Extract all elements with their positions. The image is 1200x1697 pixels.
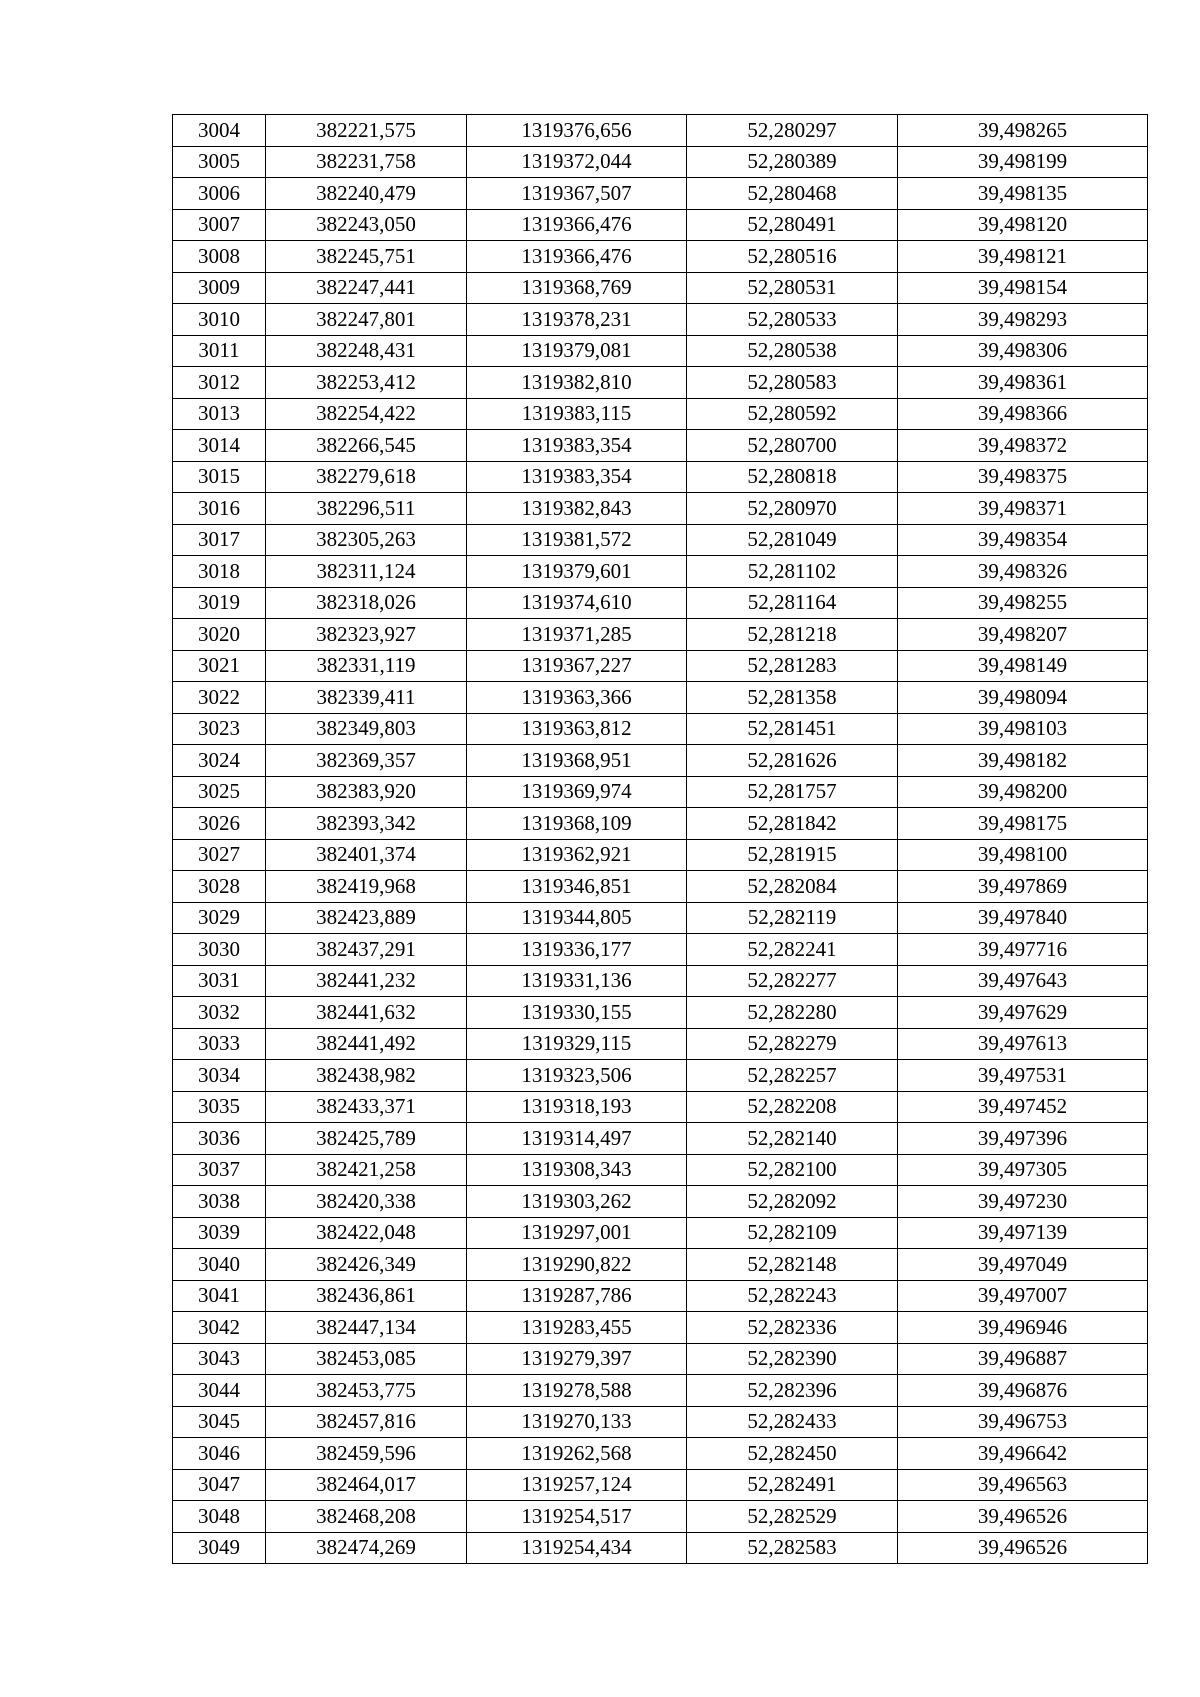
x-coordinate-cell: 382457,816 [266, 1406, 467, 1438]
y-coordinate-cell: 1319308,343 [467, 1154, 687, 1186]
x-coordinate-cell: 382401,374 [266, 839, 467, 871]
point-number-cell: 3032 [173, 997, 266, 1029]
y-coordinate-cell: 1319290,822 [467, 1249, 687, 1281]
y-coordinate-cell: 1319367,227 [467, 650, 687, 682]
y-coordinate-cell: 1319382,810 [467, 367, 687, 399]
table-row [173, 1249, 1148, 1281]
point-number-cell: 3026 [173, 808, 266, 840]
table-row [173, 241, 1148, 273]
x-coordinate-cell: 382441,632 [266, 997, 467, 1029]
point-number-cell: 3019 [173, 587, 266, 619]
longitude-cell: 39,498094 [898, 682, 1148, 714]
point-number-cell: 3025 [173, 776, 266, 808]
table-row [173, 367, 1148, 399]
latitude-cell: 52,282119 [687, 902, 898, 934]
table-row [173, 1060, 1148, 1092]
latitude-cell: 52,280818 [687, 461, 898, 493]
latitude-cell: 52,282257 [687, 1060, 898, 1092]
point-number-cell: 3009 [173, 272, 266, 304]
latitude-cell: 52,282336 [687, 1312, 898, 1344]
latitude-cell: 52,282277 [687, 965, 898, 997]
latitude-cell: 52,282243 [687, 1280, 898, 1312]
longitude-cell: 39,498121 [898, 241, 1148, 273]
table-row [173, 1186, 1148, 1218]
latitude-cell: 52,282148 [687, 1249, 898, 1281]
point-number-cell: 3035 [173, 1091, 266, 1123]
table-row [173, 461, 1148, 493]
x-coordinate-cell: 382243,050 [266, 209, 467, 241]
longitude-cell: 39,498354 [898, 524, 1148, 556]
table-row [173, 1406, 1148, 1438]
y-coordinate-cell: 1319330,155 [467, 997, 687, 1029]
x-coordinate-cell: 382474,269 [266, 1532, 467, 1564]
table-row [173, 209, 1148, 241]
point-number-cell: 3024 [173, 745, 266, 777]
x-coordinate-cell: 382369,357 [266, 745, 467, 777]
y-coordinate-cell: 1319270,133 [467, 1406, 687, 1438]
longitude-cell: 39,497305 [898, 1154, 1148, 1186]
x-coordinate-cell: 382339,411 [266, 682, 467, 714]
table-row [173, 335, 1148, 367]
latitude-cell: 52,280297 [687, 115, 898, 147]
table-row [173, 587, 1148, 619]
longitude-cell: 39,497230 [898, 1186, 1148, 1218]
table-row [173, 1280, 1148, 1312]
longitude-cell: 39,498182 [898, 745, 1148, 777]
point-number-cell: 3046 [173, 1438, 266, 1470]
table-row [173, 619, 1148, 651]
point-number-cell: 3041 [173, 1280, 266, 1312]
y-coordinate-cell: 1319376,656 [467, 115, 687, 147]
latitude-cell: 52,281218 [687, 619, 898, 651]
table-row [173, 808, 1148, 840]
latitude-cell: 52,280583 [687, 367, 898, 399]
longitude-cell: 39,497049 [898, 1249, 1148, 1281]
latitude-cell: 52,282084 [687, 871, 898, 903]
x-coordinate-cell: 382231,758 [266, 146, 467, 178]
latitude-cell: 52,282109 [687, 1217, 898, 1249]
x-coordinate-cell: 382464,017 [266, 1469, 467, 1501]
latitude-cell: 52,282279 [687, 1028, 898, 1060]
y-coordinate-cell: 1319372,044 [467, 146, 687, 178]
y-coordinate-cell: 1319344,805 [467, 902, 687, 934]
longitude-cell: 39,498361 [898, 367, 1148, 399]
table-row [173, 304, 1148, 336]
point-number-cell: 3004 [173, 115, 266, 147]
point-number-cell: 3021 [173, 650, 266, 682]
longitude-cell: 39,498375 [898, 461, 1148, 493]
x-coordinate-cell: 382279,618 [266, 461, 467, 493]
longitude-cell: 39,497452 [898, 1091, 1148, 1123]
longitude-cell: 39,498255 [898, 587, 1148, 619]
latitude-cell: 52,282241 [687, 934, 898, 966]
point-number-cell: 3031 [173, 965, 266, 997]
table-row [173, 556, 1148, 588]
latitude-cell: 52,282433 [687, 1406, 898, 1438]
point-number-cell: 3010 [173, 304, 266, 336]
table-row [173, 902, 1148, 934]
latitude-cell: 52,281757 [687, 776, 898, 808]
x-coordinate-cell: 382433,371 [266, 1091, 467, 1123]
table-row [173, 1028, 1148, 1060]
longitude-cell: 39,498293 [898, 304, 1148, 336]
y-coordinate-cell: 1319367,507 [467, 178, 687, 210]
x-coordinate-cell: 382468,208 [266, 1501, 467, 1533]
latitude-cell: 52,281283 [687, 650, 898, 682]
latitude-cell: 52,282583 [687, 1532, 898, 1564]
point-number-cell: 3023 [173, 713, 266, 745]
latitude-cell: 52,281164 [687, 587, 898, 619]
y-coordinate-cell: 1319287,786 [467, 1280, 687, 1312]
x-coordinate-cell: 382331,119 [266, 650, 467, 682]
y-coordinate-cell: 1319363,366 [467, 682, 687, 714]
x-coordinate-cell: 382318,026 [266, 587, 467, 619]
table-row [173, 682, 1148, 714]
table-row [173, 493, 1148, 525]
x-coordinate-cell: 382311,124 [266, 556, 467, 588]
point-number-cell: 3006 [173, 178, 266, 210]
table-row [173, 650, 1148, 682]
x-coordinate-cell: 382323,927 [266, 619, 467, 651]
latitude-cell: 52,280970 [687, 493, 898, 525]
y-coordinate-cell: 1319371,285 [467, 619, 687, 651]
y-coordinate-cell: 1319278,588 [467, 1375, 687, 1407]
point-number-cell: 3017 [173, 524, 266, 556]
y-coordinate-cell: 1319379,081 [467, 335, 687, 367]
longitude-cell: 39,497716 [898, 934, 1148, 966]
longitude-cell: 39,498100 [898, 839, 1148, 871]
table-row [173, 934, 1148, 966]
point-number-cell: 3030 [173, 934, 266, 966]
latitude-cell: 52,282140 [687, 1123, 898, 1155]
table-row [173, 1312, 1148, 1344]
longitude-cell: 39,498200 [898, 776, 1148, 808]
latitude-cell: 52,282390 [687, 1343, 898, 1375]
longitude-cell: 39,498372 [898, 430, 1148, 462]
longitude-cell: 39,498103 [898, 713, 1148, 745]
latitude-cell: 52,282208 [687, 1091, 898, 1123]
longitude-cell: 39,496642 [898, 1438, 1148, 1470]
y-coordinate-cell: 1319383,354 [467, 461, 687, 493]
longitude-cell: 39,497613 [898, 1028, 1148, 1060]
latitude-cell: 52,280531 [687, 272, 898, 304]
y-coordinate-cell: 1319257,124 [467, 1469, 687, 1501]
x-coordinate-cell: 382447,134 [266, 1312, 467, 1344]
table-row [173, 1217, 1148, 1249]
latitude-cell: 52,280491 [687, 209, 898, 241]
point-number-cell: 3038 [173, 1186, 266, 1218]
point-number-cell: 3044 [173, 1375, 266, 1407]
latitude-cell: 52,280516 [687, 241, 898, 273]
point-number-cell: 3011 [173, 335, 266, 367]
point-number-cell: 3015 [173, 461, 266, 493]
x-coordinate-cell: 382426,349 [266, 1249, 467, 1281]
longitude-cell: 39,497396 [898, 1123, 1148, 1155]
point-number-cell: 3013 [173, 398, 266, 430]
x-coordinate-cell: 382421,258 [266, 1154, 467, 1186]
x-coordinate-cell: 382296,511 [266, 493, 467, 525]
y-coordinate-cell: 1319374,610 [467, 587, 687, 619]
latitude-cell: 52,280468 [687, 178, 898, 210]
x-coordinate-cell: 382247,441 [266, 272, 467, 304]
x-coordinate-cell: 382420,338 [266, 1186, 467, 1218]
latitude-cell: 52,281358 [687, 682, 898, 714]
y-coordinate-cell: 1319318,193 [467, 1091, 687, 1123]
longitude-cell: 39,497840 [898, 902, 1148, 934]
longitude-cell: 39,496526 [898, 1501, 1148, 1533]
x-coordinate-cell: 382305,263 [266, 524, 467, 556]
point-number-cell: 3042 [173, 1312, 266, 1344]
y-coordinate-cell: 1319362,921 [467, 839, 687, 871]
table-row [173, 398, 1148, 430]
latitude-cell: 52,280700 [687, 430, 898, 462]
x-coordinate-cell: 382437,291 [266, 934, 467, 966]
longitude-cell: 39,498326 [898, 556, 1148, 588]
table-row [173, 1091, 1148, 1123]
coordinate-table [172, 114, 1148, 1564]
latitude-cell: 52,281842 [687, 808, 898, 840]
table-row [173, 115, 1148, 147]
x-coordinate-cell: 382349,803 [266, 713, 467, 745]
point-number-cell: 3039 [173, 1217, 266, 1249]
y-coordinate-cell: 1319369,974 [467, 776, 687, 808]
latitude-cell: 52,280389 [687, 146, 898, 178]
x-coordinate-cell: 382422,048 [266, 1217, 467, 1249]
longitude-cell: 39,498306 [898, 335, 1148, 367]
x-coordinate-cell: 382453,775 [266, 1375, 467, 1407]
y-coordinate-cell: 1319283,455 [467, 1312, 687, 1344]
x-coordinate-cell: 382393,342 [266, 808, 467, 840]
point-number-cell: 3027 [173, 839, 266, 871]
point-number-cell: 3014 [173, 430, 266, 462]
latitude-cell: 52,282396 [687, 1375, 898, 1407]
coordinate-table-body [173, 115, 1148, 1564]
x-coordinate-cell: 382436,861 [266, 1280, 467, 1312]
table-row [173, 1343, 1148, 1375]
point-number-cell: 3028 [173, 871, 266, 903]
y-coordinate-cell: 1319382,843 [467, 493, 687, 525]
latitude-cell: 52,281626 [687, 745, 898, 777]
y-coordinate-cell: 1319381,572 [467, 524, 687, 556]
y-coordinate-cell: 1319297,001 [467, 1217, 687, 1249]
y-coordinate-cell: 1319379,601 [467, 556, 687, 588]
longitude-cell: 39,497643 [898, 965, 1148, 997]
latitude-cell: 52,280592 [687, 398, 898, 430]
table-row [173, 871, 1148, 903]
point-number-cell: 3045 [173, 1406, 266, 1438]
x-coordinate-cell: 382423,889 [266, 902, 467, 934]
y-coordinate-cell: 1319368,109 [467, 808, 687, 840]
table-row [173, 997, 1148, 1029]
table-row [173, 745, 1148, 777]
table-row [173, 178, 1148, 210]
longitude-cell: 39,496563 [898, 1469, 1148, 1501]
y-coordinate-cell: 1319363,812 [467, 713, 687, 745]
x-coordinate-cell: 382240,479 [266, 178, 467, 210]
y-coordinate-cell: 1319329,115 [467, 1028, 687, 1060]
y-coordinate-cell: 1319378,231 [467, 304, 687, 336]
table-row [173, 146, 1148, 178]
latitude-cell: 52,280538 [687, 335, 898, 367]
table-row [173, 839, 1148, 871]
table-row [173, 1375, 1148, 1407]
longitude-cell: 39,497869 [898, 871, 1148, 903]
point-number-cell: 3037 [173, 1154, 266, 1186]
longitude-cell: 39,496753 [898, 1406, 1148, 1438]
latitude-cell: 52,282491 [687, 1469, 898, 1501]
table-row [173, 1469, 1148, 1501]
y-coordinate-cell: 1319336,177 [467, 934, 687, 966]
longitude-cell: 39,496526 [898, 1532, 1148, 1564]
latitude-cell: 52,282529 [687, 1501, 898, 1533]
longitude-cell: 39,496887 [898, 1343, 1148, 1375]
longitude-cell: 39,498265 [898, 115, 1148, 147]
y-coordinate-cell: 1319368,769 [467, 272, 687, 304]
table-row [173, 965, 1148, 997]
longitude-cell: 39,498149 [898, 650, 1148, 682]
y-coordinate-cell: 1319368,951 [467, 745, 687, 777]
point-number-cell: 3040 [173, 1249, 266, 1281]
latitude-cell: 52,282092 [687, 1186, 898, 1218]
latitude-cell: 52,280533 [687, 304, 898, 336]
point-number-cell: 3016 [173, 493, 266, 525]
longitude-cell: 39,497007 [898, 1280, 1148, 1312]
y-coordinate-cell: 1319383,354 [467, 430, 687, 462]
table-row [173, 430, 1148, 462]
point-number-cell: 3029 [173, 902, 266, 934]
point-number-cell: 3047 [173, 1469, 266, 1501]
x-coordinate-cell: 382383,920 [266, 776, 467, 808]
table-row [173, 1154, 1148, 1186]
longitude-cell: 39,498199 [898, 146, 1148, 178]
latitude-cell: 52,282280 [687, 997, 898, 1029]
y-coordinate-cell: 1319279,397 [467, 1343, 687, 1375]
x-coordinate-cell: 382441,232 [266, 965, 467, 997]
longitude-cell: 39,496946 [898, 1312, 1148, 1344]
latitude-cell: 52,282100 [687, 1154, 898, 1186]
longitude-cell: 39,497139 [898, 1217, 1148, 1249]
x-coordinate-cell: 382221,575 [266, 115, 467, 147]
longitude-cell: 39,498154 [898, 272, 1148, 304]
y-coordinate-cell: 1319383,115 [467, 398, 687, 430]
x-coordinate-cell: 382438,982 [266, 1060, 467, 1092]
longitude-cell: 39,498366 [898, 398, 1148, 430]
x-coordinate-cell: 382253,412 [266, 367, 467, 399]
longitude-cell: 39,497629 [898, 997, 1148, 1029]
x-coordinate-cell: 382459,596 [266, 1438, 467, 1470]
point-number-cell: 3007 [173, 209, 266, 241]
x-coordinate-cell: 382453,085 [266, 1343, 467, 1375]
table-row [173, 524, 1148, 556]
x-coordinate-cell: 382441,492 [266, 1028, 467, 1060]
table-row [173, 1501, 1148, 1533]
x-coordinate-cell: 382247,801 [266, 304, 467, 336]
x-coordinate-cell: 382248,431 [266, 335, 467, 367]
point-number-cell: 3022 [173, 682, 266, 714]
longitude-cell: 39,498120 [898, 209, 1148, 241]
latitude-cell: 52,281451 [687, 713, 898, 745]
table-row [173, 1532, 1148, 1564]
table-row [173, 1438, 1148, 1470]
table-row [173, 776, 1148, 808]
y-coordinate-cell: 1319346,851 [467, 871, 687, 903]
x-coordinate-cell: 382419,968 [266, 871, 467, 903]
table-row [173, 713, 1148, 745]
point-number-cell: 3012 [173, 367, 266, 399]
latitude-cell: 52,282450 [687, 1438, 898, 1470]
y-coordinate-cell: 1319323,506 [467, 1060, 687, 1092]
y-coordinate-cell: 1319366,476 [467, 209, 687, 241]
latitude-cell: 52,281102 [687, 556, 898, 588]
y-coordinate-cell: 1319331,136 [467, 965, 687, 997]
point-number-cell: 3049 [173, 1532, 266, 1564]
point-number-cell: 3020 [173, 619, 266, 651]
point-number-cell: 3018 [173, 556, 266, 588]
x-coordinate-cell: 382245,751 [266, 241, 467, 273]
point-number-cell: 3034 [173, 1060, 266, 1092]
point-number-cell: 3048 [173, 1501, 266, 1533]
y-coordinate-cell: 1319303,262 [467, 1186, 687, 1218]
x-coordinate-cell: 382425,789 [266, 1123, 467, 1155]
point-number-cell: 3008 [173, 241, 266, 273]
x-coordinate-cell: 382266,545 [266, 430, 467, 462]
table-row [173, 1123, 1148, 1155]
table-row [173, 272, 1148, 304]
latitude-cell: 52,281049 [687, 524, 898, 556]
point-number-cell: 3043 [173, 1343, 266, 1375]
y-coordinate-cell: 1319254,434 [467, 1532, 687, 1564]
point-number-cell: 3005 [173, 146, 266, 178]
point-number-cell: 3033 [173, 1028, 266, 1060]
latitude-cell: 52,281915 [687, 839, 898, 871]
y-coordinate-cell: 1319314,497 [467, 1123, 687, 1155]
longitude-cell: 39,498135 [898, 178, 1148, 210]
longitude-cell: 39,496876 [898, 1375, 1148, 1407]
point-number-cell: 3036 [173, 1123, 266, 1155]
longitude-cell: 39,498207 [898, 619, 1148, 651]
longitude-cell: 39,497531 [898, 1060, 1148, 1092]
y-coordinate-cell: 1319262,568 [467, 1438, 687, 1470]
y-coordinate-cell: 1319254,517 [467, 1501, 687, 1533]
y-coordinate-cell: 1319366,476 [467, 241, 687, 273]
x-coordinate-cell: 382254,422 [266, 398, 467, 430]
longitude-cell: 39,498175 [898, 808, 1148, 840]
longitude-cell: 39,498371 [898, 493, 1148, 525]
